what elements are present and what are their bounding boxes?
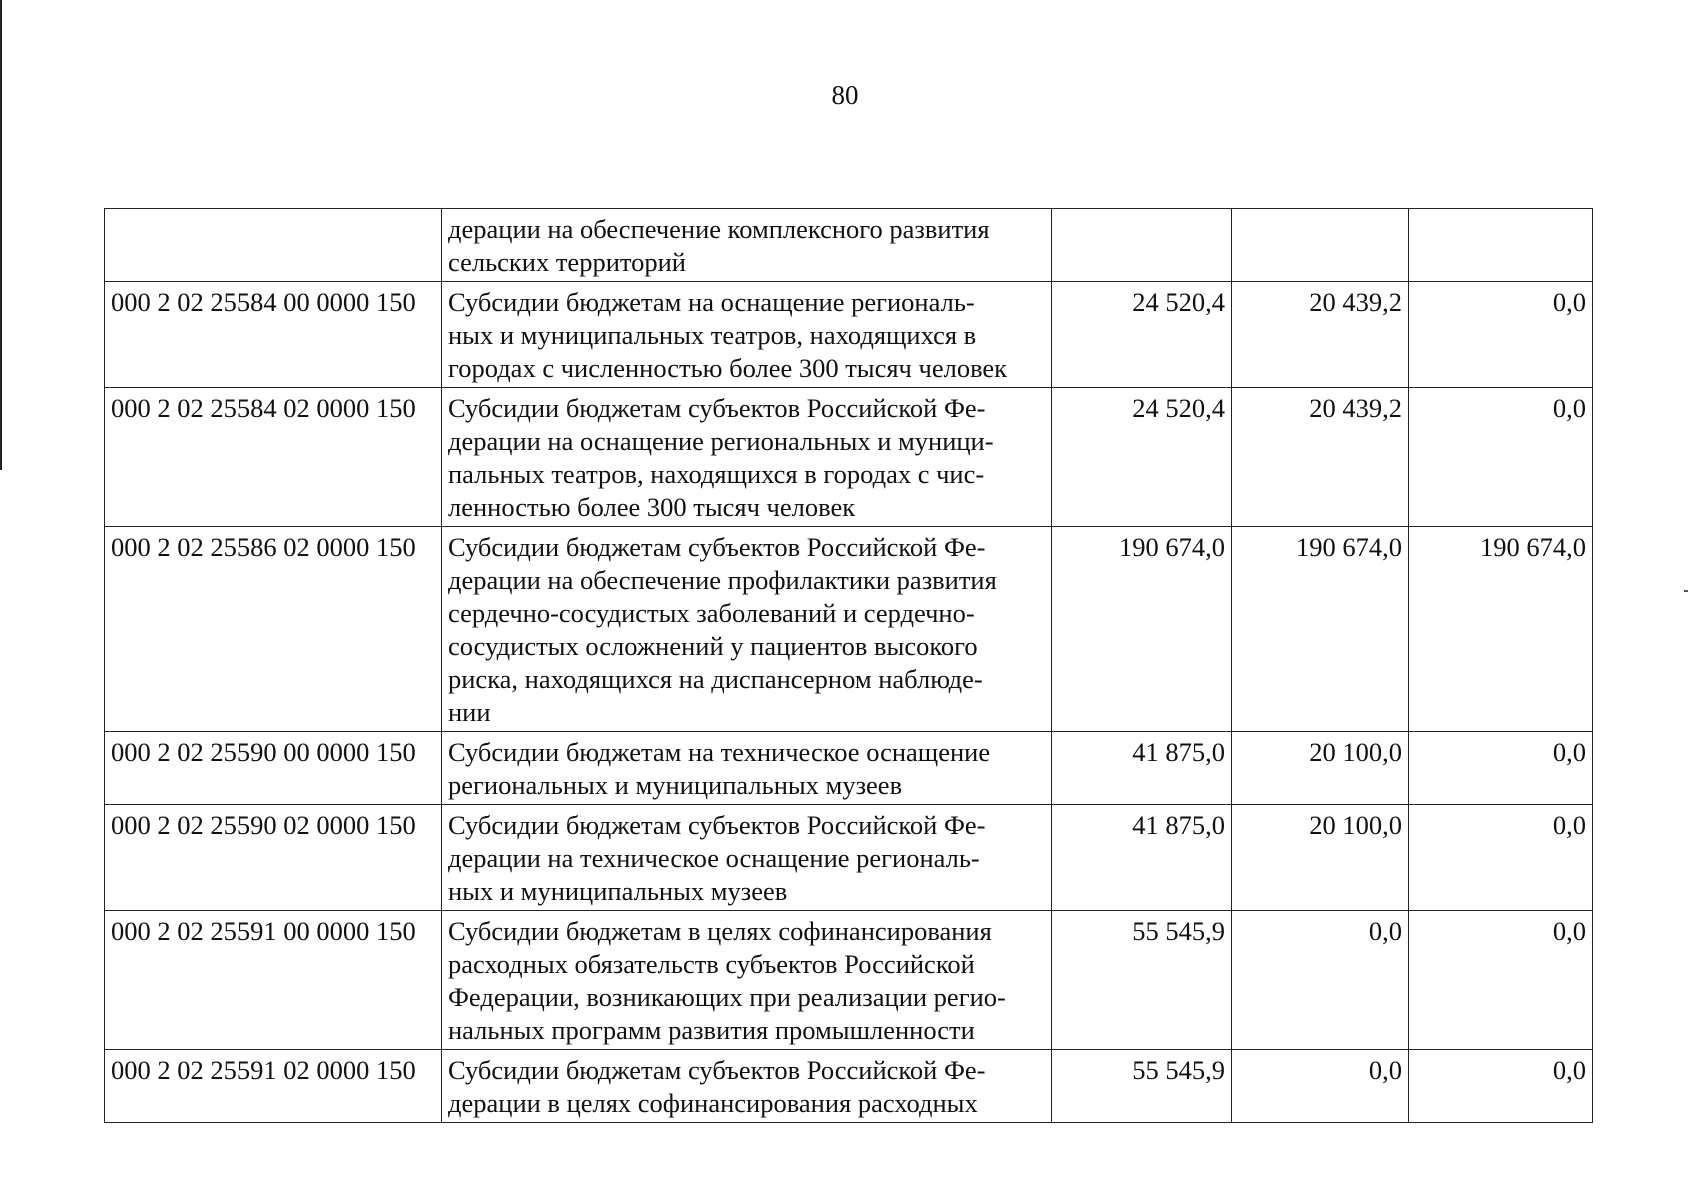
amount-col-1: 55 545,9 (1052, 911, 1232, 1050)
table-row (105, 1050, 1593, 1123)
budget-code-cell: 000 2 02 25590 00 0000 150 (105, 732, 442, 805)
table-row (105, 911, 1593, 1050)
budget-code-cell: 000 2 02 25584 00 0000 150 (105, 282, 442, 388)
description-line: сердечно-сосудистых заболеваний и сердечно- (448, 598, 975, 628)
amount-col-2: 20 100,0 (1232, 805, 1409, 911)
amount-col-3: 0,0 (1409, 388, 1593, 527)
amount-col-2: 190 674,0 (1232, 527, 1409, 732)
amount-col-3: 0,0 (1409, 732, 1593, 805)
budget-code-cell: 000 2 02 25591 00 0000 150 (105, 911, 442, 1050)
description-cell (442, 1050, 1052, 1123)
table-row (105, 282, 1593, 388)
table-row (105, 209, 1593, 282)
description-cell (442, 805, 1052, 911)
description-line: нии (448, 697, 491, 727)
description-line: Субсидии бюджетам в целях софинансирования (448, 916, 992, 946)
amount-col-1: 55 545,9 (1052, 1050, 1232, 1123)
table-row (105, 732, 1593, 805)
description-line: Субсидии бюджетам субъектов Российской Фе- (448, 393, 986, 423)
description-line: региональных и муниципальных музеев (448, 770, 903, 800)
table-row (105, 805, 1593, 911)
amount-col-1: 24 520,4 (1052, 388, 1232, 527)
description-line: дерации на обеспечение комплексного развития (448, 214, 990, 244)
amount-col-3 (1409, 209, 1593, 282)
description-line: Федерации, возникающих при реализации регио- (448, 982, 1006, 1012)
description-cell (442, 732, 1052, 805)
budget-code-cell (105, 209, 442, 282)
budget-code-cell: 000 2 02 25590 02 0000 150 (105, 805, 442, 911)
description-line: ленностью более 300 тысяч человек (448, 492, 856, 522)
amount-col-1: 24 520,4 (1052, 282, 1232, 388)
description-line: нальных программ развития промышленности (448, 1015, 975, 1045)
amount-col-1: 41 875,0 (1052, 732, 1232, 805)
amount-col-1: 190 674,0 (1052, 527, 1232, 732)
description-line: дерации на оснащение региональных и муници- (448, 426, 994, 456)
amount-col-2: 20 439,2 (1232, 388, 1409, 527)
description-line: расходных обязательств субъектов Российской (448, 949, 975, 979)
description-line: Субсидии бюджетам субъектов Российской Фе- (448, 1055, 986, 1085)
description-line: городах с численностью более 300 тысяч человек (448, 353, 1008, 383)
table-row (105, 527, 1593, 732)
description-line: ных и муниципальных музеев (448, 876, 788, 906)
amount-col-3: 0,0 (1409, 911, 1593, 1050)
budget-code-cell: 000 2 02 25591 02 0000 150 (105, 1050, 442, 1123)
description-line: Субсидии бюджетам на оснащение региональ- (448, 287, 975, 317)
amount-col-2: 20 100,0 (1232, 732, 1409, 805)
description-line: пальных театров, находящихся в городах с чис- (448, 459, 985, 489)
description-line: Субсидии бюджетам на техническое оснащение (448, 737, 991, 767)
description-line: дерации на обеспечение профилактики развития (448, 565, 997, 595)
table-row (105, 388, 1593, 527)
budget-code-cell: 000 2 02 25586 02 0000 150 (105, 527, 442, 732)
amount-col-2: 0,0 (1232, 911, 1409, 1050)
description-cell (442, 282, 1052, 388)
amount-col-1: 41 875,0 (1052, 805, 1232, 911)
description-line: сосудистых осложнений у пациентов высокого (448, 631, 978, 661)
description-line: дерации в целях софинансирования расходных (448, 1088, 978, 1118)
amount-col-2 (1232, 209, 1409, 282)
amount-col-3: 0,0 (1409, 805, 1593, 911)
description-line: сельских территорий (448, 247, 686, 277)
page-number: 80 (831, 80, 859, 110)
description-line: дерации на техническое оснащение региональ- (448, 843, 980, 873)
description-line: Субсидии бюджетам субъектов Российской Фе- (448, 810, 986, 840)
description-cell (442, 209, 1052, 282)
description-cell (442, 388, 1052, 527)
description-cell (442, 527, 1052, 732)
amount-col-3: 0,0 (1409, 1050, 1593, 1123)
budget-code-cell: 000 2 02 25584 02 0000 150 (105, 388, 442, 527)
description-line: риска, находящихся на диспансерном наблюде- (448, 664, 983, 694)
description-line: ных и муниципальных театров, находящихся в (448, 320, 977, 350)
amount-col-2: 20 439,2 (1232, 282, 1409, 388)
amount-col-3: 0,0 (1409, 282, 1593, 388)
scan-edge-line (0, 0, 2, 470)
amount-col-2: 0,0 (1232, 1050, 1409, 1123)
amount-col-1 (1052, 209, 1232, 282)
description-cell (442, 911, 1052, 1050)
budget-table (104, 208, 1593, 1123)
description-line: Субсидии бюджетам субъектов Российской Фе- (448, 532, 986, 562)
amount-col-3: 190 674,0 (1409, 527, 1593, 732)
scan-speck (1684, 590, 1688, 592)
